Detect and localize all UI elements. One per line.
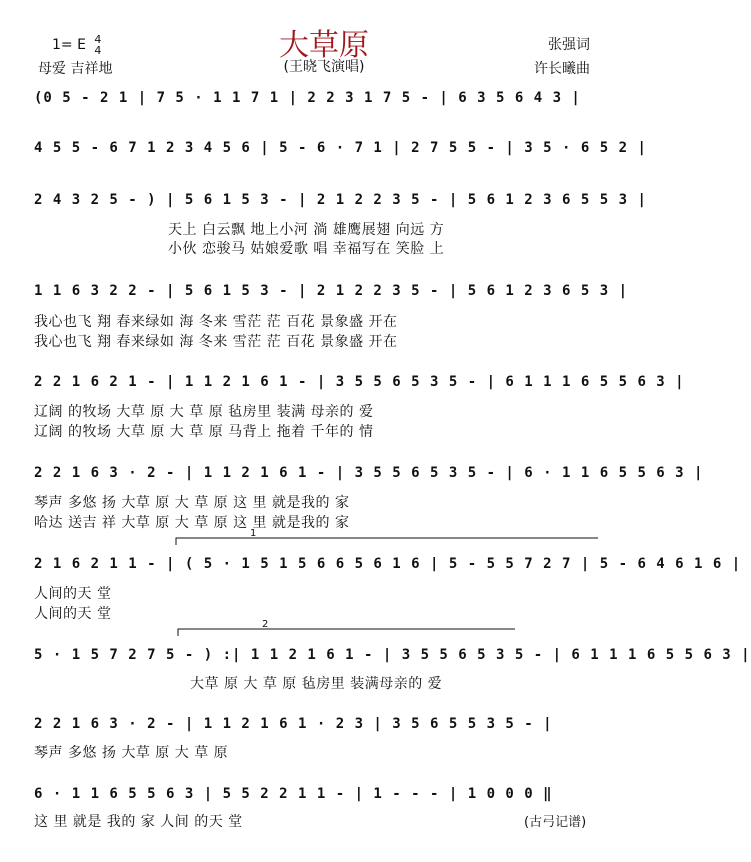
transcriber-credit: (古弓记谱)	[524, 815, 587, 830]
score-line-10: 6 · 1 1 6 5 5 6 3 | 5 5 2 2 1 1 - | 1 - - - | 1 0 0 0 ‖	[34, 786, 553, 802]
composer: 许长曦曲	[534, 61, 590, 77]
time-bottom: 4	[94, 44, 102, 57]
score-line-4: 1 1 6 3 2 2 - | 5 6 1 5 3 - | 2 1 2 2 3 5 - | 5 6 1 2 3 6 5 3 |	[34, 283, 629, 299]
score-line-3: 2 4 3 2 5 - ) | 5 6 1 5 3 - | 2 1 2 2 3 5 - | 5 6 1 2 3 6 5 5 3 |	[34, 192, 647, 208]
score-line-6: 2 2 1 6 3 · 2 - | 1 1 2 1 6 1 - | 3 5 5 6 5 3 5 - | 6 · 1 1 6 5 5 6 3 |	[34, 465, 704, 481]
lyric-line-4a: 我心也飞 翔 春来绿如 海 冬来 雪茫 茫 百花 景象盛 开在	[34, 314, 398, 330]
lyric-line-5b: 辽阔 的牧场 大草 原 大 草 原 马背上 拖着 千年的 情	[34, 424, 374, 440]
time-top: 4	[94, 33, 102, 46]
lyricist: 张强词	[548, 37, 590, 53]
lyric-line-7b: 人间的天 堂	[34, 606, 112, 622]
score-line-1: (0 5 - 2 1 | 7 5 · 1 1 7 1 | 2 2 3 1 7 5 - | 6 3 5 6 4 3 |	[34, 90, 581, 106]
lyric-line-6a: 琴声 多悠 扬 大草 原 大 草 原 这 里 就是我的 家	[34, 495, 350, 511]
volta-2-bracket	[178, 619, 515, 636]
score-line-9: 2 2 1 6 3 · 2 - | 1 1 2 1 6 1 · 2 3 | 3 5 6 5 5 3 5 - |	[34, 716, 553, 732]
lyric-line-3a: 天上 白云飘 地上小河 淌 雄鹰展翅 向远 方	[168, 222, 445, 238]
lyric-line-3b: 小伙 恋骏马 姑娘爱歌 唱 幸福写在 笑脸 上	[168, 241, 445, 257]
score-line-5: 2 2 1 6 2 1 - | 1 1 2 1 6 1 - | 3 5 5 6 5 3 5 - | 6 1 1 1 6 5 5 6 3 |	[34, 374, 685, 390]
lyric-line-4b: 我心也飞 翔 春来绿如 海 冬来 雪茫 茫 百花 景象盛 开在	[34, 334, 398, 350]
key-label: 1= E	[52, 37, 86, 53]
lyric-line-10: 这 里 就是 我的 家 人间 的天 堂	[34, 814, 243, 830]
volta-2-number: 2	[262, 619, 269, 630]
score-line-8: 5 · 1 5 7 2 7 5 - ) :| 1 1 2 1 6 1 - | 3 5 5 6 5 3 5 - | 6 1 1 1 6 5 5 6 3 |	[34, 647, 751, 663]
lyric-line-8: 大草 原 大 草 原 毡房里 装满母亲的 爱	[190, 676, 443, 692]
performer-subtitle: (王晓飞演唱)	[283, 59, 365, 75]
score-line-7: 2 1 6 2 1 1 - | ( 5 · 1 5 1 5 6 6 5 6 1 6 | 5 - 5 5 7 2 7 | 5 - 6 4 6 1 6 |	[34, 556, 742, 572]
lyric-line-5a: 辽阔 的牧场 大草 原 大 草 原 毡房里 装满 母亲的 爱	[34, 404, 374, 420]
lyric-line-7a: 人间的天 堂	[34, 586, 112, 602]
score-line-2: 4 5 5 - 6 7 1 2 3 4 5 6 | 5 - 6 · 7 1 | 2 7 5 5 - | 3 5 · 6 5 2 |	[34, 140, 647, 156]
lyric-line-9: 琴声 多悠 扬 大草 原 大 草 原	[34, 745, 229, 761]
lyric-line-6b: 哈达 送吉 祥 大草 原 大 草 原 这 里 就是我的 家	[34, 515, 350, 531]
volta-1-number: 1	[250, 528, 257, 539]
style-label: 母爱 吉祥地	[38, 61, 113, 77]
volta-1-bracket	[176, 528, 598, 545]
song-title: 大草原	[279, 28, 369, 63]
